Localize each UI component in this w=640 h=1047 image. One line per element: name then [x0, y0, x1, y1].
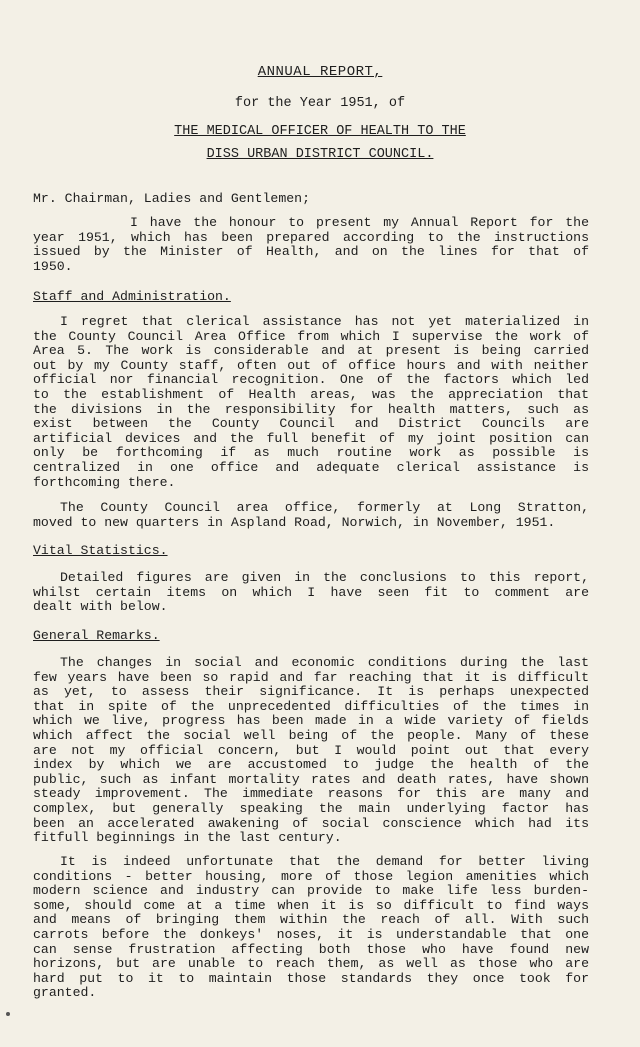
general-line: steady improvement. The immediate reasons for this are many and	[33, 786, 589, 802]
general-line: few years have been so rapid and far reaching that it is difficult	[33, 669, 589, 685]
staff-line: moved to new quarters in Aspland Road, Norwich, in November, 1951.	[33, 514, 556, 530]
staff-line: the County Council Area Office from which I supervise the work of	[33, 328, 589, 344]
staff-paragraph-1	[33, 315, 589, 490]
report-addressee-line: THE MEDICAL OFFICER OF HEALTH TO THE	[174, 124, 466, 139]
general-line: that in spite of the unprecedented difficulties of the times in	[33, 698, 589, 714]
general-line: fitfull beginnings in the last century.	[33, 830, 342, 846]
section-heading-staff: Staff and Administration.	[33, 289, 231, 304]
report-title: ANNUAL REPORT,	[257, 64, 383, 80]
vital-line: Detailed figures are given in the conclusions to this report,	[60, 570, 589, 585]
general-line: public, such as infant mortality rates and death rates, have shown	[33, 771, 589, 787]
staff-line: out by my County staff, often out of office hours and with neither	[33, 357, 589, 373]
general-line: hard put to it to maintain those standards they once took for	[33, 970, 589, 986]
section-heading-vital: Vital Statistics.	[33, 543, 168, 558]
general-line: are not my official concern, but I would point out that every	[33, 742, 589, 758]
staff-line: official nor financial recognition. One of the factors which led	[33, 372, 589, 388]
general-line: conditions - better housing, more of those legion amenities which	[33, 868, 589, 884]
staff-paragraph-2	[33, 501, 589, 530]
intro-line: year 1951, which has been prepared according to the instructions	[33, 229, 589, 245]
general-line: index by which we are accustomed to judge the health of the	[33, 757, 589, 773]
general-paragraph-1	[33, 656, 589, 846]
general-line: It is indeed unfortunate that the demand for better living	[60, 854, 589, 869]
staff-line: I regret that clerical assistance has not yet materialized in	[60, 314, 589, 329]
staff-line: to the establishment of Health areas, was the appreciation that	[33, 386, 589, 402]
report-year-line: for the Year 1951, of	[234, 96, 406, 111]
vital-paragraph	[33, 571, 589, 615]
general-line: granted.	[33, 985, 97, 1001]
staff-line: forthcoming there.	[33, 474, 176, 490]
general-line: as yet, to assess their significance. It is perhaps unexpected	[33, 684, 589, 700]
salutation: Mr. Chairman, Ladies and Gentlemen;	[33, 191, 310, 206]
vital-line: dealt with below.	[33, 599, 168, 615]
general-paragraph-2	[33, 855, 589, 1001]
general-line: carrots before the donkeys' noses, it is understandable that one	[33, 926, 589, 942]
staff-line: centralized in one office and adequate clerical assistance is	[33, 459, 589, 475]
section-heading-general: General Remarks.	[33, 628, 160, 643]
intro-line: 1950.	[33, 258, 73, 274]
report-council-line: DISS URBAN DISTRICT COUNCIL.	[206, 147, 434, 162]
general-line: horizons, but are unable to reach them, as well as those who are	[33, 956, 589, 972]
staff-line: The County Council area office, formerly at Long Stratton,	[60, 500, 589, 515]
intro-line: issued by the Minister of Health, and on the lines for that of	[33, 244, 589, 260]
staff-line: exist between the County Council and District Councils are	[33, 416, 589, 432]
general-line: complex, but generally speaking the main underlying factor has	[33, 800, 589, 816]
staff-line: only be forthcoming if as much routine work as possible is	[33, 445, 589, 461]
general-line: which we live, progress has been made in a wide variety of fields	[33, 713, 589, 729]
general-line: and means of bringing them within the reach of all. With such	[33, 912, 589, 928]
binding-hole-mark	[6, 1012, 10, 1016]
vital-line: whilst certain items on which I have seen fit to comment are	[33, 584, 589, 600]
general-line: been an accelerated awakening of social conscience which had its	[33, 815, 589, 831]
general-line: some, should come at a time when it is so difficult to find ways	[33, 897, 589, 913]
staff-line: Area 5. The work is considerable and at present is being carried	[33, 343, 589, 359]
staff-line: artificial devices and the full benefit of my joint position can	[33, 430, 589, 446]
intro-line: I have the honour to present my Annual Report for the	[130, 215, 589, 230]
general-line: which affect the social well being of the people. Many of these	[33, 727, 589, 743]
general-line: can sense frustration affecting both those who have found new	[33, 941, 589, 957]
intro-paragraph	[33, 216, 589, 274]
general-line: The changes in social and economic conditions during the last	[60, 655, 589, 670]
general-line: modern science and industry can provide to make life less burden-	[33, 883, 589, 899]
staff-line: the divisions in the responsibility for health matters, such as	[33, 401, 589, 417]
